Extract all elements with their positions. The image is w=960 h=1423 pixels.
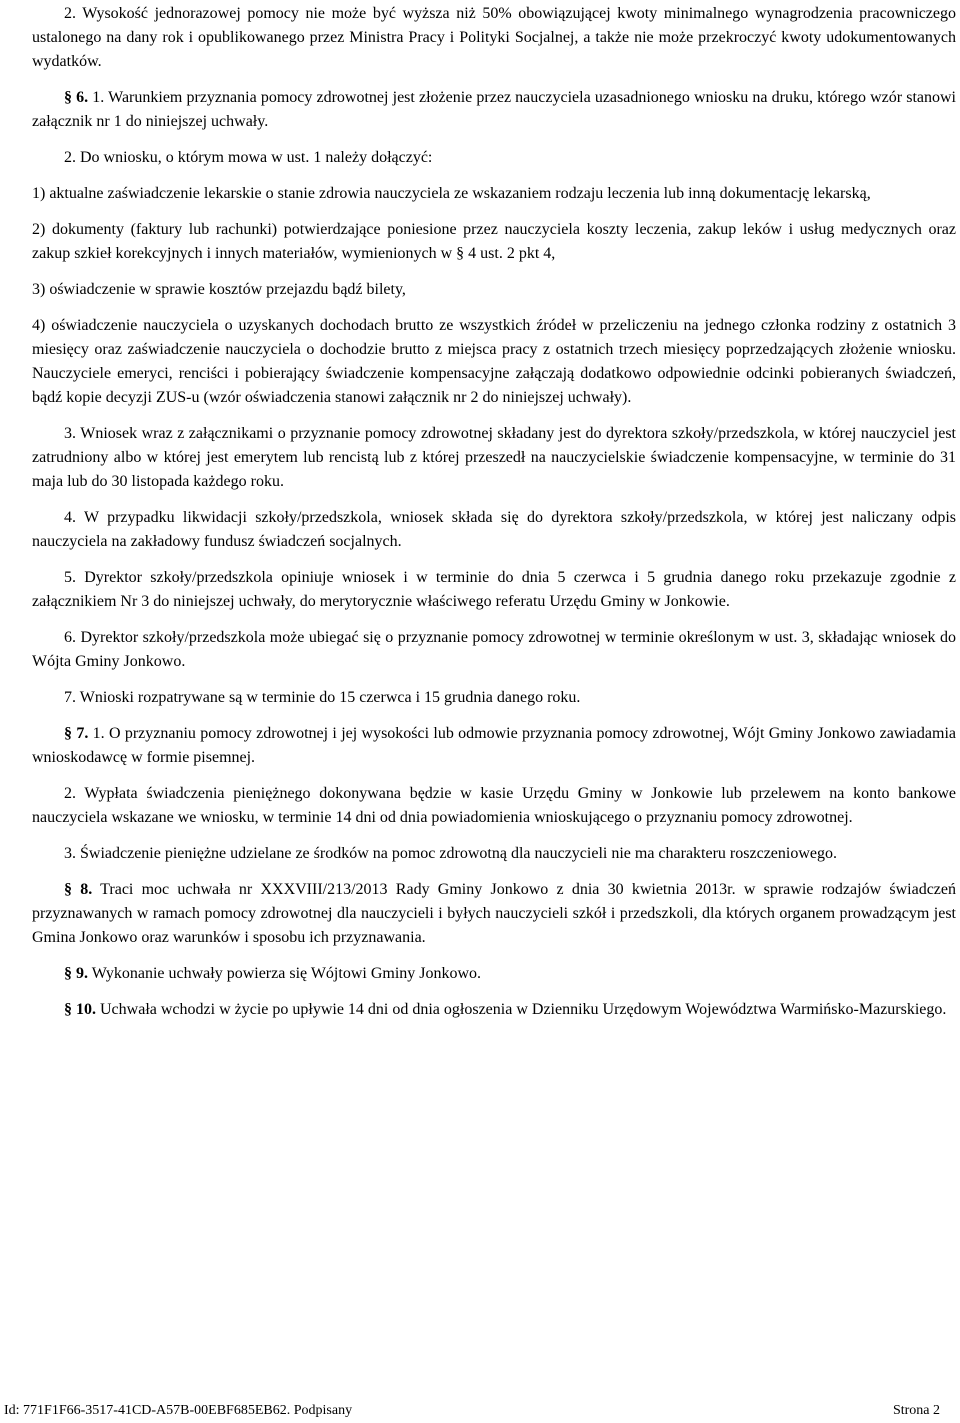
paragraph-text: Traci moc uchwała nr XXXVIII/213/2013 Rady Gminy Jonkowo z dnia 30 kwietnia 2013r. w sprawie rodzajów świadczeń przyznawanych w ramach pomocy zdrowotnej dla nauczycieli i byłych nauczycieli szkół i przedszkoli, dla których organem prowadzącym jest Gmina Jonkowo oraz warunków i sposobu ich przyznawania. [32, 881, 956, 946]
paragraph-text: 7. Wnioski rozpatrywane są w terminie do 15 czerwca i 15 grudnia danego roku. [64, 689, 581, 706]
paragraph-6-6 [32, 626, 956, 674]
list-item-3 [32, 278, 956, 302]
paragraph-text: 2. Wypłata świadczenia pieniężnego dokonywana będzie w kasie Urzędu Gminy w Jonkowie lub przelewem na konto bankowe nauczyciela wskazane we wniosku, w terminie 14 dni od dnia powiadomienia wnioskującego o przyznaniu pomocy zdrowotnej. [32, 785, 956, 826]
paragraph-text: Uchwała wchodzi w życie po upływie 14 dni od dnia ogłoszenia w Dzienniku Urzędowym Województwa Warmińsko-Mazurskiego. [96, 1001, 947, 1018]
paragraph-text: 3. Wniosek wraz z załącznikami o przyznanie pomocy zdrowotnej składany jest do dyrektora szkoły/przedszkola, w której nauczyciel jest zatrudniony albo w której jest emerytem lub rencistą lub z której przeszedł na nauczycielskie świadczenie kompensacyjne, w terminie do 31 maja lub do 30 listopada każdego roku. [32, 425, 956, 490]
paragraph-text: 5. Dyrektor szkoły/przedszkola opiniuje wniosek i w terminie do dnia 5 czerwca i 5 grudnia danego roku przekazuje zgodnie z załącznikiem Nr 3 do niniejszej uchwały, do merytorycznie właściwego referatu Urzędu Gminy w Jonkowie. [32, 569, 956, 610]
document-body [32, 0, 956, 1034]
paragraph-text: 1. Warunkiem przyznania pomocy zdrowotnej jest złożenie przez nauczyciela uzasadnionego wniosku na druku, którego wzór stanowi załącznik nr 1 do niniejszej uchwały. [32, 89, 957, 130]
paragraph-6-2b [32, 146, 956, 170]
paragraph-9 [32, 962, 956, 986]
section-marker: § 8. [64, 881, 93, 898]
paragraph-10 [32, 998, 956, 1022]
paragraph-7-3 [32, 842, 956, 866]
section-marker: § 7. [64, 725, 89, 742]
paragraph-6-2 [32, 2, 956, 74]
page-number: Strona 2 [892, 1403, 940, 1418]
paragraph-6-1 [32, 86, 956, 134]
paragraph-text: 1. O przyznaniu pomocy zdrowotnej i jej wysokości lub odmowie przyznania pomocy zdrowotnej, Wójt Gminy Jonkowo zawiadamia wnioskodawcę w formie pisemnej. [32, 725, 957, 766]
list-item-2 [32, 218, 956, 266]
section-marker: § 6. [64, 89, 89, 106]
paragraph-text: Wykonanie uchwały powierza się Wójtowi Gminy Jonkowo. [88, 965, 482, 982]
section-marker: § 10. [64, 1001, 96, 1018]
paragraph-text: 2. Wysokość jednorazowej pomocy nie może być wyższa niż 50% obowiązującej kwoty minimalnego wynagrodzenia pracowniczego ustalonego na dany rok i opublikowanego przez Ministra Pracy i Polityki Socjalnej, a także nie może przekroczyć kwoty udokumentowanych wydatków. [32, 5, 956, 70]
paragraph-6-3 [32, 422, 956, 494]
list-item-text: 3) oświadczenie w sprawie kosztów przejazdu bądź bilety, [32, 281, 406, 298]
list-item-1 [32, 182, 956, 206]
paragraph-6-4 [32, 506, 956, 554]
paragraph-7-2 [32, 782, 956, 830]
paragraph-6-7 [32, 686, 956, 710]
paragraph-8 [32, 878, 956, 950]
list-item-text: 1) aktualne zaświadczenie lekarskie o stanie zdrowia nauczyciela ze wskazaniem rodzaju leczenia lub inną dokumentację lekarską, [32, 185, 871, 202]
paragraph-text: 3. Świadczenie pieniężne udzielane ze środków na pomoc zdrowotną dla nauczycieli nie ma charakteru roszczeniowego. [64, 845, 837, 862]
list-item-4 [32, 314, 956, 410]
paragraph-6-5 [32, 566, 956, 614]
paragraph-text: 2. Do wniosku, o którym mowa w ust. 1 należy dołączyć: [64, 149, 433, 166]
document-id: Id: 771F1F66-3517-41CD-A57B-00EBF685EB62. Podpisany [4, 1403, 353, 1418]
list-item-text: 2) dokumenty (faktury lub rachunki) potwierdzające poniesione przez nauczyciela koszty leczenia, zakup leków i usług medycznych oraz zakup szkieł korekcyjnych i innych materiałów, wymienionych w § 4 ust. 2 pkt 4, [32, 221, 956, 262]
section-marker: § 9. [64, 965, 88, 982]
page-footer [4, 1401, 940, 1421]
paragraph-text: 4. W przypadku likwidacji szkoły/przedszkola, wniosek składa się do dyrektora szkoły/przedszkola, w której jest naliczany odpis nauczyciela na zakładowy fundusz świadczeń socjalnych. [32, 509, 956, 550]
paragraph-7-1 [32, 722, 956, 770]
paragraph-text: 6. Dyrektor szkoły/przedszkola może ubiegać się o przyznanie pomocy zdrowotnej w terminie określonym w ust. 3, składając wniosek do Wójta Gminy Jonkowo. [32, 629, 956, 670]
list-item-text: 4) oświadczenie nauczyciela o uzyskanych dochodach brutto ze wszystkich źródeł w przeliczeniu na jednego członka rodziny z ostatnich 3 miesięcy oraz zaświadczenie nauczyciela o dochodzie brutto z miejsca pracy z ostatnich trzech miesięcy poprzedzających złożenie wniosku. Nauczyciele emeryci, renciści i pobierający świadczenie kompensacyjne załączają dodatkowo odpowiednie odcinki pobieranych świadczeń, bądź kopie decyzji ZUS-u (wzór oświadczenia stanowi załącznik nr 2 do niniejszej uchwały). [32, 317, 956, 406]
